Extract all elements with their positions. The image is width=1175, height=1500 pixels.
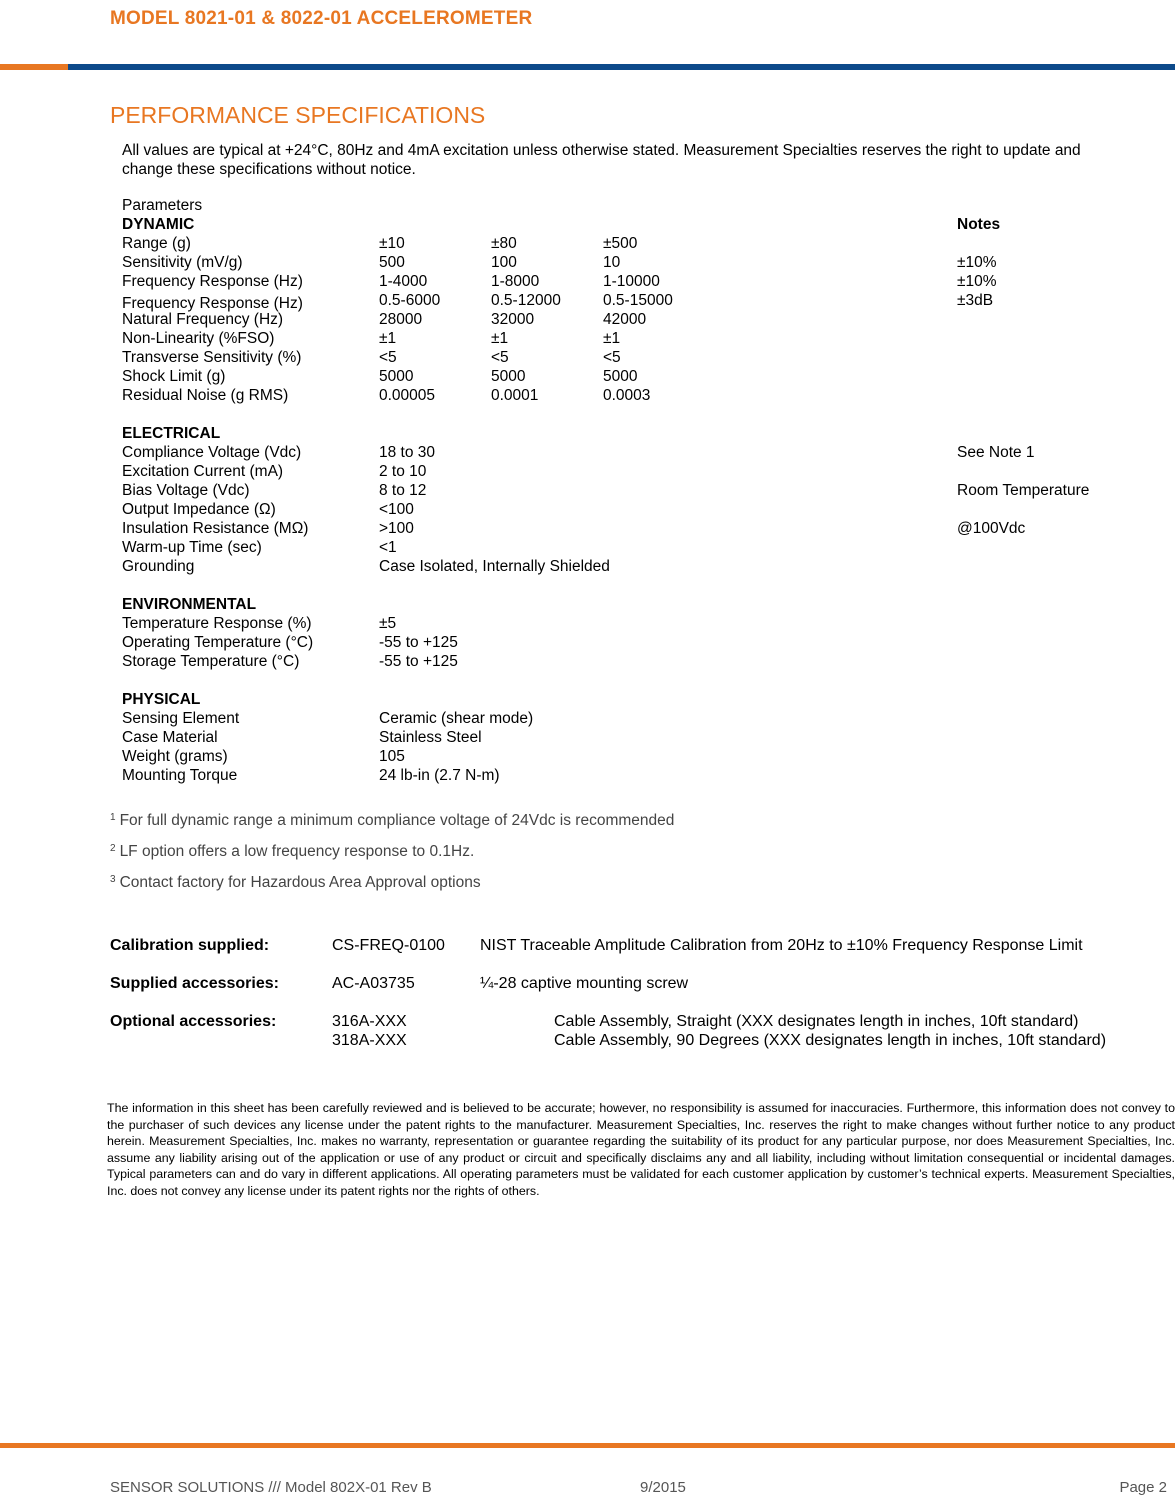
spec-param: Sensing Element	[122, 710, 240, 727]
spec-value: 1-8000	[491, 273, 540, 290]
footnote-text: LF option offers a low frequency response to 0.1Hz.	[119, 843, 475, 860]
spec-param: Excitation Current (mA)	[122, 463, 284, 480]
footnote	[110, 874, 481, 892]
spec-value: 2 to 10	[379, 463, 427, 480]
spec-value: ±80	[491, 235, 517, 252]
spec-value: 1-10000	[603, 273, 660, 290]
spec-value: 8 to 12	[379, 482, 427, 499]
spec-value: ±1	[603, 330, 621, 347]
spec-value: 1-4000	[379, 273, 428, 290]
spec-note: ±3dB	[957, 292, 994, 309]
spec-param: Shock Limit (g)	[122, 368, 226, 385]
footnote	[110, 843, 474, 861]
footer-rule	[0, 1443, 1175, 1448]
spec-value: Case Isolated, Internally Shielded	[379, 558, 610, 575]
spec-value: 32000	[491, 311, 535, 328]
calibration-desc: NIST Traceable Amplitude Calibration from 20Hz to ±10% Frequency Response Limit	[480, 937, 1083, 954]
spec-section-heading: ENVIRONMENTAL	[122, 596, 257, 613]
optional-accessory-code: 316A-XXX	[332, 1013, 407, 1030]
spec-param: Non-Linearity (%FSO)	[122, 330, 275, 347]
spec-value: -55 to +125	[379, 634, 458, 651]
spec-note: ±10%	[957, 273, 997, 290]
header-rule	[0, 64, 1175, 70]
document-title: MODEL 8021-01 & 8022-01 ACCELEROMETER	[110, 8, 533, 29]
footnote-number: 1	[110, 812, 116, 823]
footer-left: SENSOR SOLUTIONS /// Model 802X-01 Rev B	[110, 1479, 432, 1496]
spec-value: 24 lb-in (2.7 N-m)	[379, 767, 500, 784]
spec-param: Operating Temperature (°C)	[122, 634, 314, 651]
spec-value: 0.5-15000	[603, 292, 673, 309]
spec-param: Weight (grams)	[122, 748, 228, 765]
spec-value: <100	[379, 501, 414, 518]
spec-param: Insulation Resistance (MΩ)	[122, 520, 309, 537]
spec-value: ±1	[491, 330, 509, 347]
spec-value: -55 to +125	[379, 653, 458, 670]
spec-section-heading: DYNAMIC	[122, 216, 195, 233]
spec-param: Residual Noise (g RMS)	[122, 387, 289, 404]
footnote	[110, 812, 674, 830]
optional-accessories-label: Optional accessories:	[110, 1013, 277, 1030]
spec-param: Transverse Sensitivity (%)	[122, 349, 302, 366]
spec-param: Sensitivity (mV/g)	[122, 254, 243, 271]
section-title: PERFORMANCE SPECIFICATIONS	[110, 102, 486, 128]
header-rule-blue	[68, 64, 1175, 70]
footer-page-number: Page 2	[1119, 1479, 1167, 1496]
spec-param: Natural Frequency (Hz)	[122, 311, 284, 328]
spec-value: 10	[603, 254, 621, 271]
disclaimer-paragraph: The information in this sheet has been carefully reviewed and is believed to be accurate; however, no responsibility is assumed for inaccuracies. Furthermore, this information does not convey to the purchaser of such devices any license under the patent rights to the manufacturer. Measurement Specialties, Inc. reserves the right to make changes without further notice to any product herein. Measurement Specialties, Inc. makes no warranty, representation or guarantee regarding the suitability of its product for any particular purpose, nor does Measurement Specialties, Inc. assume any liability arising out of the application or use of any product or circuit and specifically disclaims any and all liability, including without limitation consequential or incidental damages. Typical parameters can and do vary in different applications. All operating parameters must be validated for each customer application by customer’s technical experts. Measurement Specialties, Inc. does not convey any license under its patent rights nor the rights of others.	[107, 1101, 1175, 1198]
spec-note: ±10%	[957, 254, 997, 271]
spec-value: <1	[379, 539, 397, 556]
spec-value: ±500	[603, 235, 638, 252]
supplied-accessories-desc: ¼-28 captive mounting screw	[480, 975, 689, 992]
spec-param: Compliance Voltage (Vdc)	[122, 444, 302, 461]
spec-param: Temperature Response (%)	[122, 615, 312, 632]
spec-value: 0.0001	[491, 387, 539, 404]
calibration-code: CS-FREQ-0100	[332, 937, 445, 954]
spec-value: 100	[491, 254, 517, 271]
spec-param: Bias Voltage (Vdc)	[122, 482, 250, 499]
spec-value: 5000	[379, 368, 414, 385]
parameters-label: Parameters	[122, 197, 203, 214]
notes-header: Notes	[957, 216, 1001, 233]
spec-value: ±10	[379, 235, 405, 252]
footnote-text: For full dynamic range a minimum compliance voltage of 24Vdc is recommended	[119, 812, 675, 829]
spec-note: See Note 1	[957, 444, 1035, 461]
spec-value: <5	[491, 349, 509, 366]
spec-value: 105	[379, 748, 405, 765]
footnote-number: 2	[110, 843, 116, 854]
spec-value: 42000	[603, 311, 647, 328]
spec-value: 5000	[603, 368, 638, 385]
spec-section-heading: ELECTRICAL	[122, 425, 221, 442]
optional-accessory-desc: Cable Assembly, Straight (XXX designates length in inches, 10ft standard)	[554, 1013, 1079, 1030]
header-rule-orange	[0, 64, 68, 70]
spec-value: Ceramic (shear mode)	[379, 710, 534, 727]
spec-param: Grounding	[122, 558, 195, 575]
spec-value: 0.0003	[603, 387, 651, 404]
spec-value: 0.5-6000	[379, 292, 441, 309]
spec-value: <5	[603, 349, 621, 366]
spec-value: 28000	[379, 311, 423, 328]
spec-value: 5000	[491, 368, 526, 385]
calibration-label: Calibration supplied:	[110, 937, 270, 954]
spec-param: Frequency Response (Hz)	[122, 273, 303, 290]
spec-value: Stainless Steel	[379, 729, 482, 746]
spec-param: Output Impedance (Ω)	[122, 501, 276, 518]
spec-param: Warm-up Time (sec)	[122, 539, 262, 556]
spec-note: @100Vdc	[957, 520, 1026, 537]
spec-param: Frequency Response (Hz)	[122, 295, 303, 312]
spec-value: 500	[379, 254, 405, 271]
footnote-text: Contact factory for Hazardous Area Approval options	[119, 874, 481, 891]
footer-date: 9/2015	[640, 1479, 686, 1496]
spec-param: Range (g)	[122, 235, 191, 252]
spec-value: 18 to 30	[379, 444, 436, 461]
supplied-accessories-label: Supplied accessories:	[110, 975, 279, 992]
optional-accessory-desc: Cable Assembly, 90 Degrees (XXX designates length in inches, 10ft standard)	[554, 1032, 1107, 1049]
spec-value: >100	[379, 520, 414, 537]
optional-accessory-code: 318A-XXX	[332, 1032, 407, 1049]
footnote-number: 3	[110, 874, 116, 885]
spec-param: Mounting Torque	[122, 767, 238, 784]
spec-param: Case Material	[122, 729, 218, 746]
spec-value: <5	[379, 349, 397, 366]
spec-section-heading: PHYSICAL	[122, 691, 201, 708]
spec-value: 0.5-12000	[491, 292, 561, 309]
spec-value: 0.00005	[379, 387, 436, 404]
spec-value: ±1	[379, 330, 397, 347]
spec-note: Room Temperature	[957, 482, 1090, 499]
spec-value: ±5	[379, 615, 397, 632]
intro-paragraph: All values are typical at +24°C, 80Hz and 4mA excitation unless otherwise stated. Measurement Specialties reserves the right to update and change these specifications without notice.	[122, 142, 1081, 178]
spec-param: Storage Temperature (°C)	[122, 653, 300, 670]
supplied-accessories-code: AC-A03735	[332, 975, 415, 992]
